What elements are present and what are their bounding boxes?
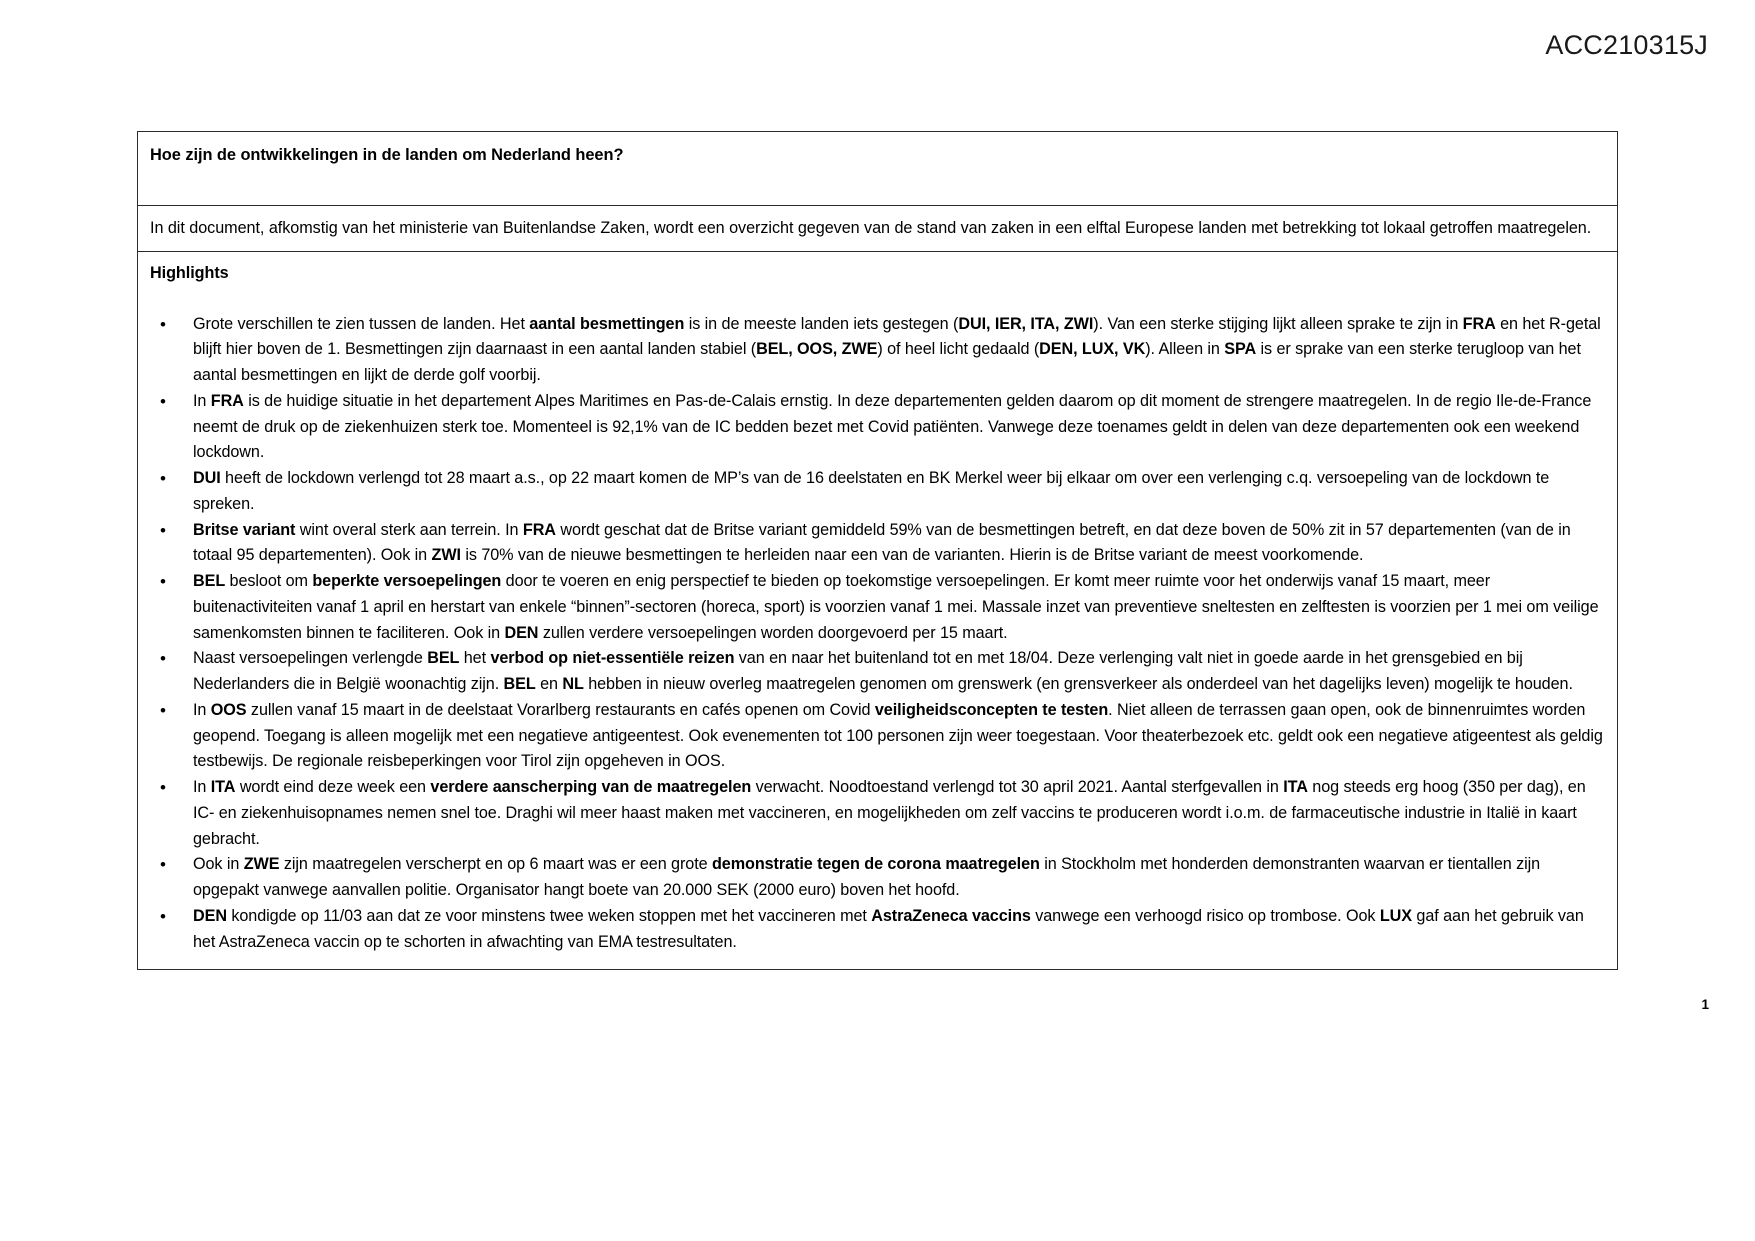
table-row-highlights — [138, 252, 1617, 969]
bullet-besmettingen: • Grote verschillen te zien tussen de landen. Het aantal besmettingen is in de meeste landen iets gestegen (DUI, IER, ITA, ZWI). Van een sterke stijging lijkt alleen sprake te zijn in FRA en het R-getal blijft hier boven de 1. Besmettingen zijn daarnaast in een aantal landen stabiel (BEL, OOS, ZWE) of heel licht gedaald (DEN, LUX, VK). Alleen in SPA is er sprake van een sterke terugloop van het aantal besmettingen en lijkt de derde golf voorbij. — [150, 312, 1605, 389]
bullet-bel-versoepelingen: • BEL besloot om beperkte versoepelingen door te voeren en enig perspectief te bieden op toekomstige versoepelingen. Er komt meer ruimte voor het onderwijs vanaf 15 maart, meer buitenactiviteiten vanaf 1 april en herstart van enkele “binnen”-sectoren (horeca, sport) is voorzien vanaf 1 mei. Massale inzet van preventieve sneltesten en zelftesten is voorzien per 1 mei om veilige samenkomsten binnen te faciliteren. Ook in DEN zullen verdere versoepelingen worden doorgevoerd per 15 maart. — [150, 569, 1605, 646]
bullet-ita: • In ITA wordt eind deze week een verdere aanscherping van de maatregelen verwacht. Noodtoestand verlengd tot 30 april 2021. Aantal sterfgevallen in ITA nog steeds erg hoog (350 per dag), en IC- en ziekenhuisopnames nemen snel toe. Draghi wil meer haast maken met vaccineren, en mogelijkheden om zelf vaccins te produceren wordt i.o.m. de farmaceutische industrie in Italië in kaart gebracht. — [150, 775, 1605, 852]
table-row-intro — [138, 206, 1617, 252]
bullet-oos: • In OOS zullen vanaf 15 maart in de deelstaat Vorarlberg restaurants en cafés openen om Covid veiligheidsconcepten te testen. Niet alleen de terrassen gaan open, ook de binnenruimtes worden geopend. Toegang is alleen mogelijk met een negatieve antigeentest. Ook evenementen tot 100 personen zijn weer toegestaan. Voor theaterbezoek etc. geldt ook een negatieve atigeentest als geldig testbewijs. De regionale reisbeperkingen voor Tirol zijn opgeheven in OOS. — [150, 698, 1605, 775]
bullet-britse-variant: • Britse variant wint overal sterk aan terrein. In FRA wordt geschat dat de Britse variant gemiddeld 59% van de besmettingen betreft, en dat deze boven de 50% zit in 57 departementen (van de in totaal 95 departementen). Ook in ZWI is 70% van de nieuwe besmettingen te herleiden naar een van de varianten. Hierin is de Britse variant de meest voorkomende. — [150, 518, 1605, 570]
document-header-code: ACC210315J — [1545, 30, 1708, 60]
bullet-den: • DEN kondigde op 11/03 aan dat ze voor minstens twee weken stoppen met het vaccineren met AstraZeneca vaccins vanwege een verhoogd risico op trombose. Ook LUX gaf aan het gebruik van het AstraZeneca vaccin op te schorten in afwachting van EMA testresultaten. — [150, 904, 1605, 956]
bullet-fra: • In FRA is de huidige situatie in het departement Alpes Maritimes en Pas-de-Calais ernstig. In deze departementen gelden daarom op dit moment de strengere maatregelen. In de regio Ile-de-France neemt de druk op de ziekenhuizen sterk toe. Momenteel is 92,1% van de IC bedden bezet met Covid patiënten. Vanwege deze toenames geldt in delen van deze departementen ook een weekend lockdown. — [150, 389, 1605, 466]
highlights-heading: Highlights — [150, 264, 229, 283]
bullet-dui: • DUI heeft de lockdown verlengd tot 28 maart a.s., op 22 maart komen de MP’s van de 16 deelstaten en BK Merkel weer bij elkaar om over een verlenging c.q. versoepeling van de lockdown te spreken. — [150, 466, 1605, 518]
highlights-bullet-list — [150, 312, 1605, 956]
page-number: 1 — [1701, 997, 1709, 1012]
table-row-title — [138, 132, 1617, 206]
highlights-table — [137, 131, 1618, 970]
bullet-bel-reisverbod: • Naast versoepelingen verlengde BEL het verbod op niet-essentiële reizen van en naar het buitenland tot en met 18/04. Deze verlenging valt niet in goede aarde in het grensgebied en bij Nederlanders die in België woonachtig zijn. BEL en NL hebben in nieuw overleg maatregelen genomen om grenswerk (en grensverkeer als onderdeel van het dagelijks leven) mogelijk te houden. — [150, 646, 1605, 698]
bullet-zwe: • Ook in ZWE zijn maatregelen verscherpt en op 6 maart was er een grote demonstratie tegen de corona maatregelen in Stockholm met honderden demonstranten waarvan er tientallen zijn opgepakt vanwege aanvallen politie. Organisator hangt boete van 20.000 SEK (2000 euro) boven het hoofd. — [150, 852, 1605, 904]
page-title: Hoe zijn de ontwikkelingen in de landen om Nederland heen? — [150, 146, 624, 164]
intro-paragraph: In dit document, afkomstig van het ministerie van Buitenlandse Zaken, wordt een overzicht gegeven van de stand van zaken in een elftal Europese landen met betrekking tot lokaal getroffen maatregelen. — [150, 219, 1592, 237]
